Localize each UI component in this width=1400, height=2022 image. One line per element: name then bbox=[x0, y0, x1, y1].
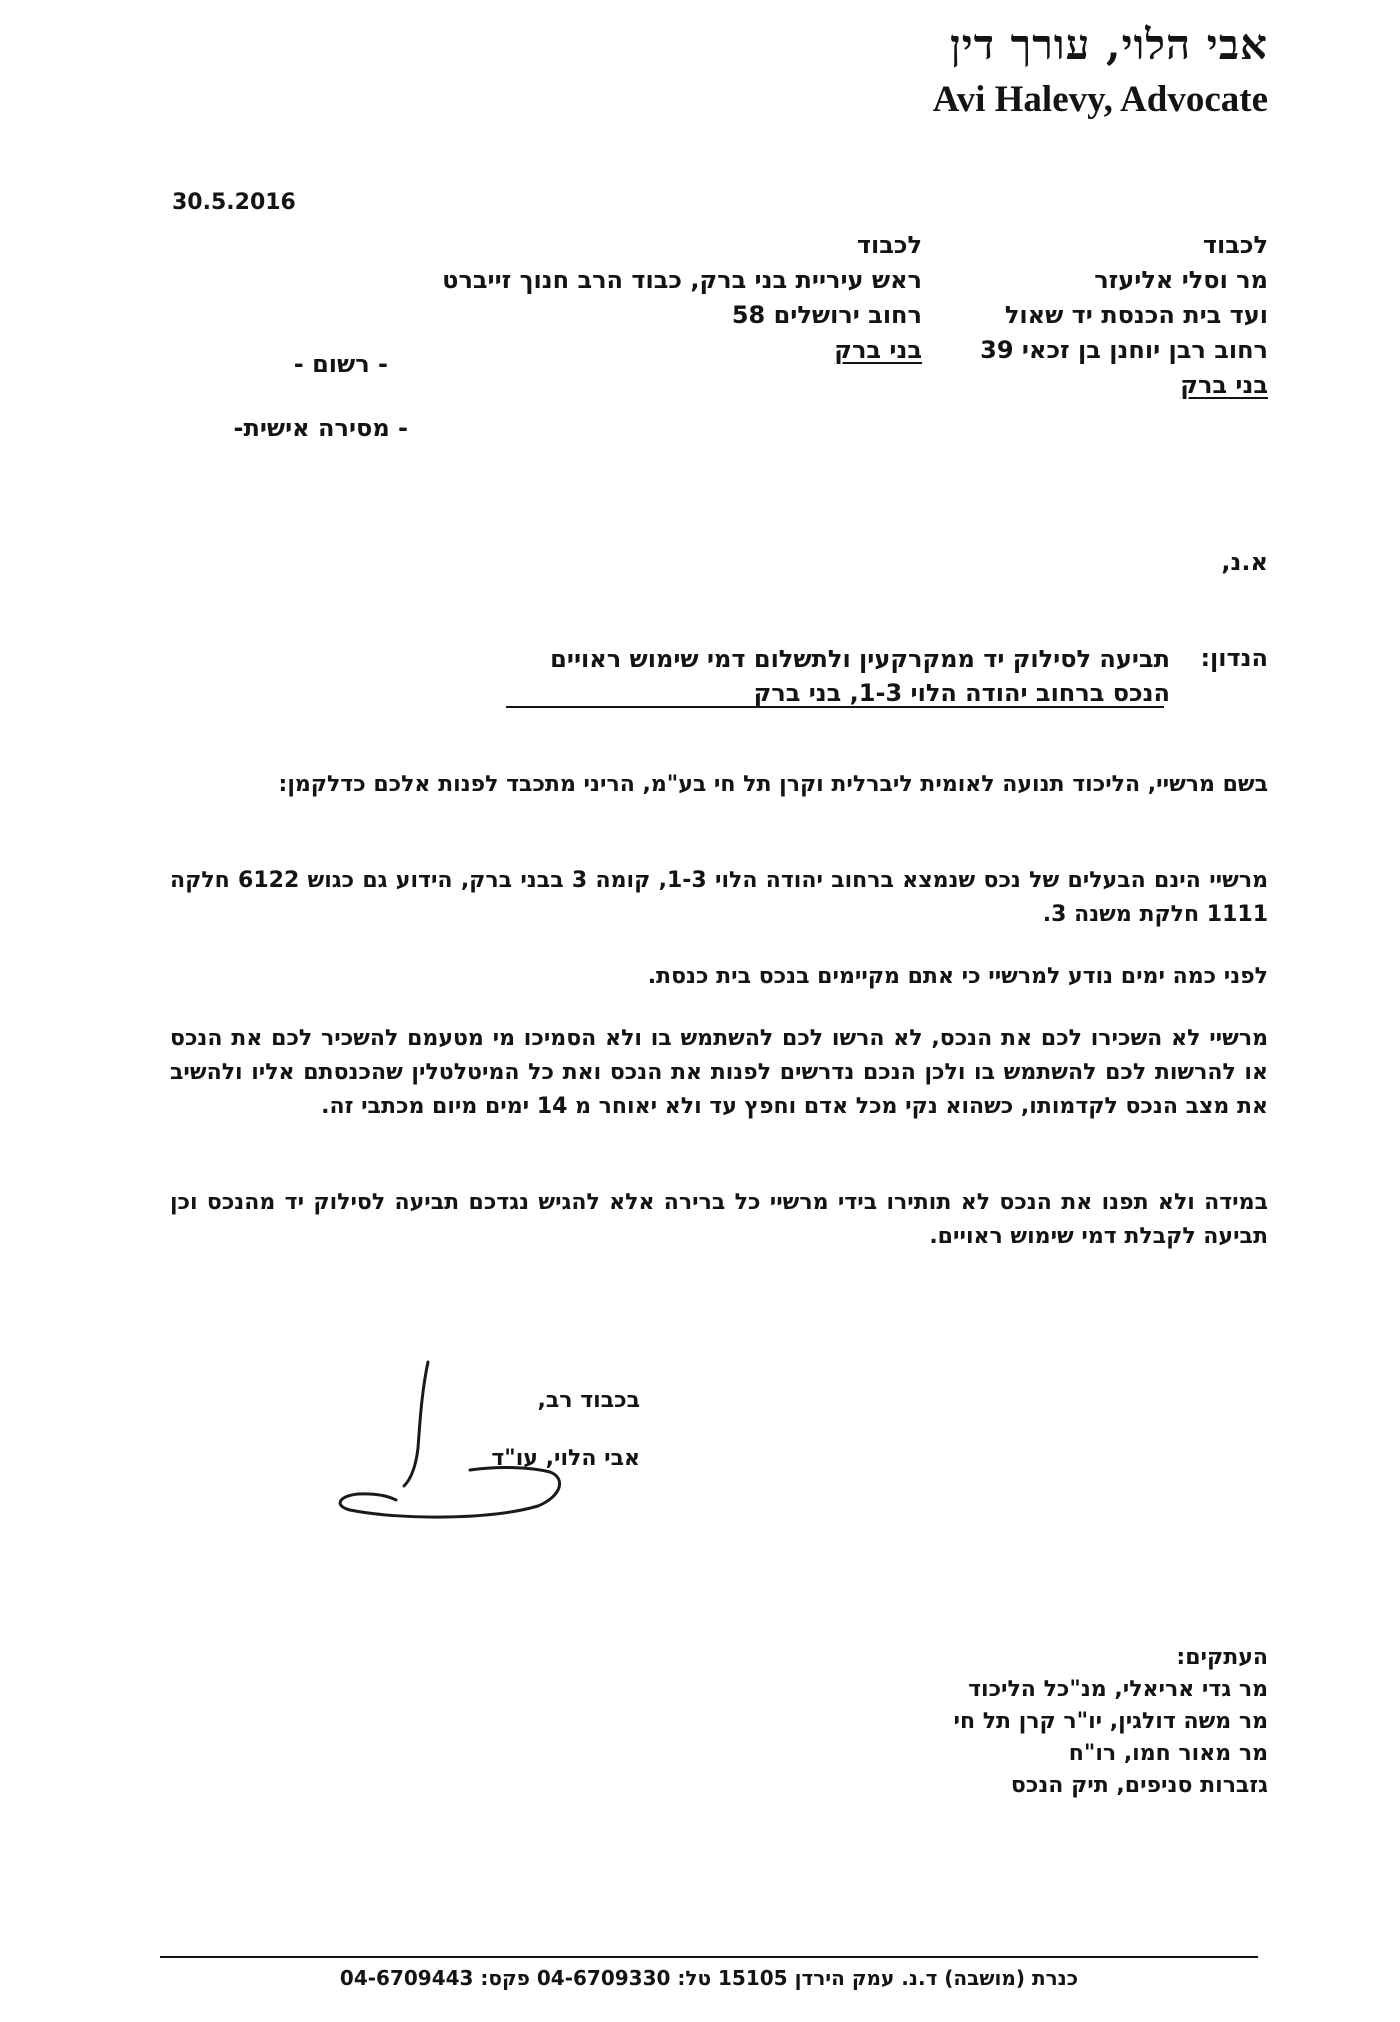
recipient-city: בני ברק bbox=[834, 336, 922, 364]
body-paragraph-1: בשם מרשיי, הליכוד תנועה לאומית ליברלית וקרן תל חי בע"מ, הריני מתכבד לפנות אלכם כדלקמן: bbox=[278, 772, 1268, 797]
body-paragraph-2: מרשיי הינם הבעלים של נכס שנמצא ברחוב יהודה הלוי 1-3, קומה 3 בבני ברק, הידוע גם כגוש 6122 חלקה 1111 חלקת משנה 3. bbox=[170, 868, 1268, 927]
body-paragraph-5: במידה ולא תפנו את הנכס לא תותירו בידי מרשיי כל ברירה אלא להגיש נגדכם תביעה לסילוק יד מהנכס וכן תביעה לקבלת דמי שימוש ראויים. bbox=[170, 1190, 1268, 1249]
copies-item: מר מאור חמו, רו"ח bbox=[1068, 1741, 1268, 1766]
body-paragraph-3: לפני כמה ימים נודע למרשיי כי אתם מקיימים בנכס בית כנסת. bbox=[647, 964, 1268, 989]
copies-block bbox=[953, 1642, 1268, 1802]
delivery-mark-personal: - מסירה אישית- bbox=[233, 414, 408, 442]
subject-line-2: הנכס ברחוב יהודה הלוי 1-3, בני ברק bbox=[753, 679, 1170, 707]
recipient-line: רחוב רבן יוחנן בן זכאי 39 bbox=[980, 336, 1268, 364]
handwritten-signature bbox=[330, 1350, 610, 1560]
closing-regards: בכבוד רב, bbox=[537, 1388, 640, 1413]
subject-underline bbox=[506, 706, 1164, 708]
recipient-line: רחוב ירושלים 58 bbox=[731, 301, 922, 329]
copies-item: מר גדי אריאלי, מנ"כל הליכוד bbox=[968, 1677, 1268, 1702]
letterhead-name-hebrew: אבי הלוי, עורך דין bbox=[950, 20, 1268, 69]
recipient-block-2 bbox=[442, 228, 922, 368]
body-paragraph-4: מרשיי לא השכירו לכם את הנכס, לא הרשו לכם להשתמש בו ולא הסמיכו מי מטעמם להשכיר לכם את הנכס או להרשות לכם להשתמש בו ולכן הנכם נדרשים לפנות את הנכס ואת כל המיטלטלין שהכנסתם אליו ולהשיב את מצב הנכס לקדמותו, כשהוא נקי מכל אדם וחפץ עד ולא יאוחר מ 14 ימים מיום מכתבי זה. bbox=[170, 1026, 1268, 1119]
greeting: א.נ, bbox=[1221, 548, 1268, 576]
recipient-salutation: לכבוד bbox=[1202, 231, 1268, 259]
recipient-city: בני ברק bbox=[1180, 371, 1268, 399]
subject-line-1: תביעה לסילוק יד ממקרקעין ולתשלום דמי שימוש ראויים bbox=[550, 645, 1170, 673]
closing-signatory: אבי הלוי, עו"ד bbox=[491, 1446, 640, 1471]
copies-item: גזברות סניפים, תיק הנכס bbox=[1010, 1773, 1268, 1798]
letter-date: 30.5.2016 bbox=[172, 190, 296, 215]
copies-item: מר משה דולגין, יו"ר קרן תל חי bbox=[953, 1709, 1268, 1734]
recipient-line: מר וסלי אליעזר bbox=[1094, 266, 1268, 294]
letterhead-name-english: Avi Halevy, Advocate bbox=[932, 79, 1268, 120]
delivery-mark-registered: - רשום - bbox=[293, 350, 388, 378]
recipient-line: ראש עיריית בני ברק, כבוד הרב חנוך זייברט bbox=[442, 266, 922, 294]
subject bbox=[550, 642, 1170, 710]
recipient-salutation: לכבוד bbox=[856, 231, 922, 259]
subject-label: הנדון: bbox=[1200, 644, 1268, 672]
recipient-block-1 bbox=[980, 228, 1268, 403]
footer-rule bbox=[160, 1956, 1258, 1958]
recipient-line: ועד בית הכנסת יד שאול bbox=[1004, 301, 1268, 329]
footer-contact: כנרת (מושבה) ד.נ. עמק הירדן 15105 טל: 04-6709330 פקס: 04-6709443 bbox=[339, 1966, 1079, 1990]
copies-label: העתקים: bbox=[1176, 1645, 1268, 1670]
